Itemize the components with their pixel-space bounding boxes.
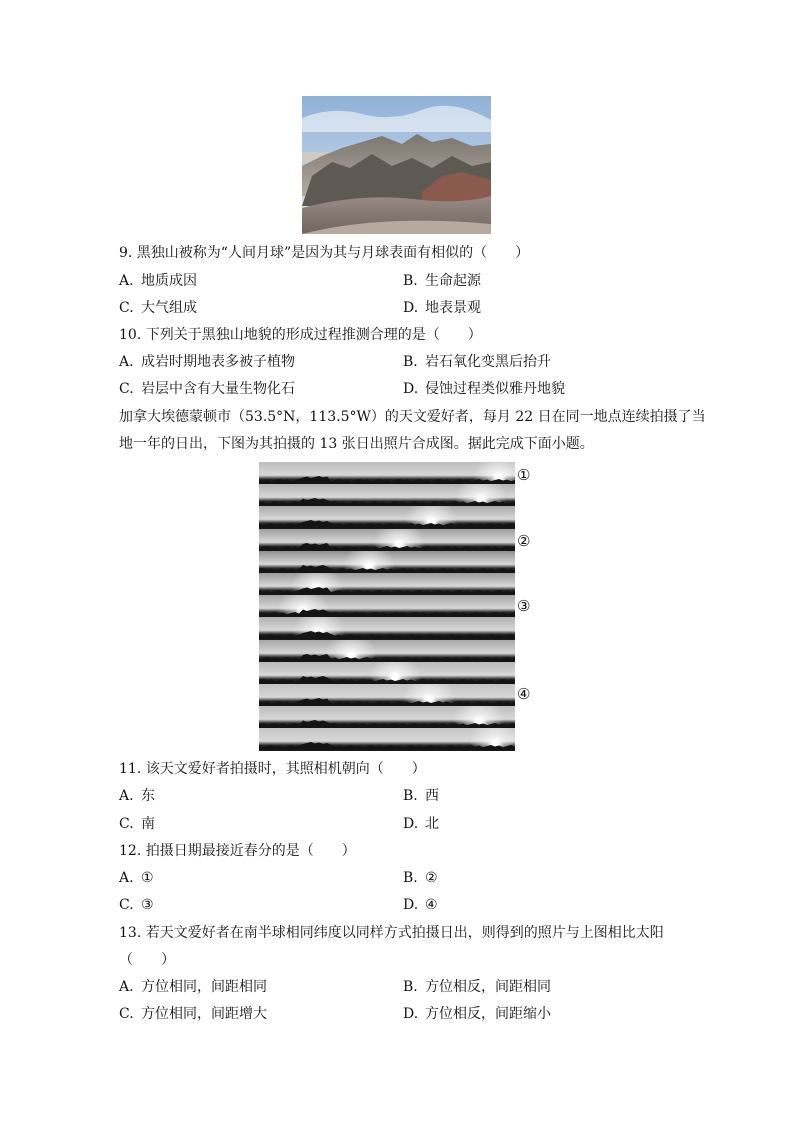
skyline-path: [259, 609, 515, 617]
skyline-silhouette: [259, 640, 515, 662]
option-text: 方位相同，间距相同: [141, 979, 267, 995]
q9-option-d[interactable]: [403, 299, 481, 317]
sunrise-strip: [259, 617, 515, 639]
q11-option-b[interactable]: [403, 787, 439, 805]
skyline-path: [259, 698, 515, 706]
option-text: 生命起源: [425, 273, 481, 289]
skyline-path: [259, 543, 515, 551]
q13-stem-line-1: 13. 若天文爱好者在南半球相同纬度以同样方式拍摄日出，则得到的照片与上图相比太阳: [119, 925, 664, 941]
q10-option-a[interactable]: [119, 353, 295, 371]
option-letter: D.: [403, 300, 419, 316]
option-text: 成岩时期地表多被子植物: [141, 354, 295, 370]
skyline-silhouette: [259, 706, 515, 728]
q9-stem: 9. 黑独山被称为“人间月球”是因为其与月球表面有相似的（ ）: [119, 245, 530, 261]
option-letter: A.: [119, 870, 134, 886]
q12-stem: 12. 拍摄日期最接近春分的是（ ）: [119, 843, 356, 859]
skyline-silhouette: [259, 573, 515, 595]
q13-option-d[interactable]: [403, 1005, 551, 1023]
option-letter: D.: [403, 816, 419, 832]
sunrise-composite-photo: [259, 462, 515, 751]
sunrise-strip: [259, 640, 515, 662]
skyline-silhouette: [259, 617, 515, 639]
option-text: 地质成因: [141, 273, 197, 289]
option-letter: C.: [119, 381, 134, 397]
option-text: ③: [141, 897, 154, 913]
q13-stem-line-2: （ ）: [119, 952, 175, 968]
landscape-photo: [302, 96, 491, 234]
skyline-path: [259, 631, 515, 639]
q10-stem: 10. 下列关于黑独山地貌的形成过程推测合理的是（ ）: [119, 327, 482, 343]
sunrise-strip: [259, 706, 515, 728]
sunrise-strip: [259, 462, 515, 484]
skyline-path: [259, 565, 515, 573]
q13-option-b[interactable]: [403, 978, 551, 996]
q12-option-c[interactable]: [119, 896, 154, 914]
skyline-path: [259, 654, 515, 662]
option-letter: B.: [403, 788, 418, 804]
skyline-silhouette: [259, 662, 515, 684]
option-text: 岩层中含有大量生物化石: [141, 381, 295, 397]
q13-option-c[interactable]: [119, 1005, 267, 1023]
skyline-silhouette: [259, 529, 515, 551]
q10-option-b[interactable]: [403, 353, 551, 371]
q10-option-d[interactable]: [403, 380, 565, 398]
q11-option-c[interactable]: [119, 815, 155, 833]
option-letter: C.: [119, 300, 134, 316]
sunrise-strip: [259, 551, 515, 573]
option-text: ①: [141, 870, 154, 886]
option-text: 方位相反，间距缩小: [425, 1006, 551, 1022]
option-letter: B.: [403, 354, 418, 370]
skyline-silhouette: [259, 551, 515, 573]
option-letter: C.: [119, 816, 134, 832]
q10-option-c[interactable]: [119, 380, 295, 398]
option-letter: B.: [403, 979, 418, 995]
skyline-silhouette: [259, 728, 515, 750]
q12-option-b[interactable]: [403, 869, 438, 887]
option-text: 方位相同，间距增大: [141, 1006, 267, 1022]
option-letter: C.: [119, 897, 134, 913]
skyline-path: [259, 676, 515, 684]
option-letter: A.: [119, 273, 134, 289]
option-letter: C.: [119, 1006, 134, 1022]
q11-stem: 11. 该天文爱好者拍摄时，其照相机朝向（ ）: [119, 761, 426, 777]
option-text: 方位相反，间距相同: [425, 979, 551, 995]
option-text: 北: [425, 816, 439, 832]
figure-marker-3: ③: [517, 597, 531, 615]
figure-marker-4: ④: [517, 685, 531, 703]
option-letter: D.: [403, 1006, 419, 1022]
option-text: ②: [425, 870, 438, 886]
option-text: 侵蚀过程类似雅丹地貌: [425, 381, 565, 397]
q9-option-a[interactable]: [119, 272, 197, 290]
option-text: ④: [425, 897, 438, 913]
skyline-path: [259, 587, 515, 595]
q12-option-a[interactable]: [119, 869, 154, 887]
option-text: 地表景观: [425, 300, 481, 316]
passage-line-1: 加拿大埃德蒙顿市（53.5°N，113.5°W）的天文爱好者，每月 22 日在同一地点连续拍摄了当: [119, 409, 706, 425]
skyline-path: [259, 720, 515, 728]
figure-marker-1: ①: [517, 466, 531, 484]
skyline-silhouette: [259, 595, 515, 617]
q9-option-c[interactable]: [119, 299, 197, 317]
q13-option-a[interactable]: [119, 978, 267, 996]
sunrise-strip: [259, 662, 515, 684]
option-text: 南: [141, 816, 155, 832]
skyline-path: [259, 520, 515, 528]
skyline-path: [259, 498, 515, 506]
sunrise-strip: [259, 506, 515, 528]
skyline-path: [259, 476, 515, 484]
skyline-silhouette: [259, 462, 515, 484]
option-letter: A.: [119, 354, 134, 370]
option-text: 大气组成: [141, 300, 197, 316]
option-letter: B.: [403, 273, 418, 289]
passage-line-2: 地一年的日出，下图为其拍摄的 13 张日出照片合成图。据此完成下面小题。: [119, 436, 594, 452]
option-letter: D.: [403, 897, 419, 913]
option-letter: B.: [403, 870, 418, 886]
q12-option-d[interactable]: [403, 896, 438, 914]
option-letter: A.: [119, 979, 134, 995]
q9-option-b[interactable]: [403, 272, 481, 290]
skyline-silhouette: [259, 484, 515, 506]
sunrise-strip: [259, 684, 515, 706]
landscape-photo-svg: [302, 96, 491, 234]
sunrise-strip: [259, 595, 515, 617]
sunrise-strip: [259, 484, 515, 506]
q11-option-d[interactable]: [403, 815, 439, 833]
option-text: 岩石氧化变黑后抬升: [425, 354, 551, 370]
sunrise-strip: [259, 728, 515, 750]
q11-option-a[interactable]: [119, 787, 155, 805]
sunrise-strip: [259, 529, 515, 551]
skyline-path: [259, 742, 515, 750]
option-text: 西: [425, 788, 439, 804]
option-letter: D.: [403, 381, 419, 397]
option-text: 东: [141, 788, 155, 804]
skyline-silhouette: [259, 506, 515, 528]
figure-marker-2: ②: [517, 532, 531, 550]
sunrise-strip: [259, 573, 515, 595]
option-letter: A.: [119, 788, 134, 804]
skyline-silhouette: [259, 684, 515, 706]
